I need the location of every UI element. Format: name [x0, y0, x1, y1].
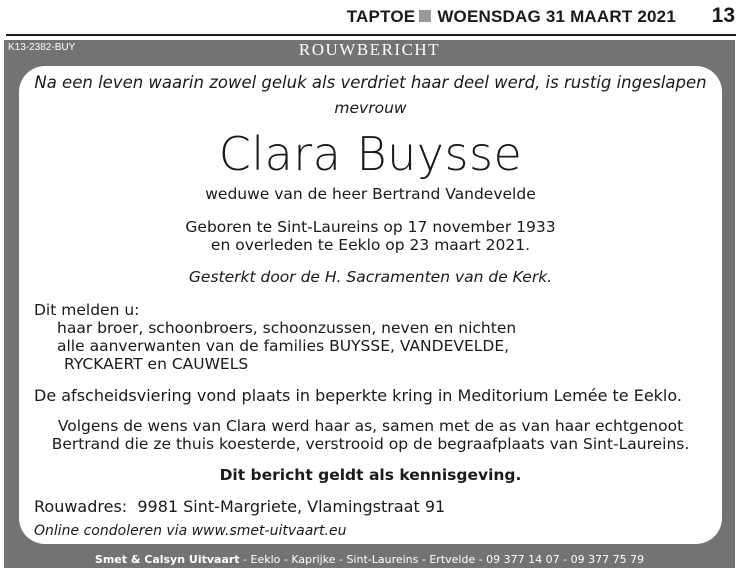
undertaker-footer — [4, 553, 735, 566]
square-bullet-icon — [419, 10, 431, 22]
announcer-line: haar broer, schoonbroers, schoonzussen, neven en nichten — [57, 319, 517, 337]
newspaper-header — [0, 0, 742, 36]
wish-line: Volgens de wens van Clara werd haar as, samen met de as van haar echtgenoot — [57, 417, 684, 435]
ad-code: K13-2382-BUY — [8, 42, 76, 53]
intro-mevrouw: mevrouw — [334, 99, 407, 117]
widow-line: weduwe van de heer Bertrand Vandevelde — [205, 185, 536, 203]
address-line — [34, 497, 445, 516]
condolence-line: Online condoleren via www.smet-uitvaart.eu — [34, 523, 347, 539]
address-label: Rouwadres: — [34, 497, 128, 516]
wish-line: Bertrand die ze thuis koesterde, verstrooid op de begraafplaats van Sint-Laureins. — [51, 435, 690, 453]
announcer-line: alle aanverwanten van de families BUYSSE, VANDEVELDE, — [57, 337, 510, 355]
announcer-line: RYCKAERT en CAUWELS — [64, 355, 249, 373]
obituary-frame — [4, 40, 735, 568]
intro-line: Na een leven waarin zowel geluk als verdriet haar deel werd, is rustig ingeslapen — [34, 73, 707, 92]
undertaker-details: - Eeklo - Kaprijke - Sint-Laureins - Ertvelde - 09 377 14 07 - 09 377 75 79 — [239, 553, 645, 566]
notice-label: ROUWBERICHT — [298, 40, 441, 59]
sacrament-line: Gesterkt door de H. Sacramenten van de Kerk. — [188, 268, 553, 286]
header-rule — [6, 34, 736, 36]
notice-line: Dit bericht geldt als kennisgeving. — [219, 466, 522, 484]
publication-name: TAPTOE — [346, 7, 416, 26]
address-value: 9981 Sint-Margriete, Vlamingstraat 91 — [137, 497, 446, 516]
ceremony-line: De afscheidsviering vond plaats in beperkte kring in Meditorium Lemée te Eeklo. — [34, 386, 682, 405]
announcers-title: Dit melden u: — [34, 301, 140, 319]
masthead — [347, 7, 676, 27]
page-number: 13 — [711, 4, 735, 27]
undertaker-name: Smet & Calsyn Uitvaart — [94, 553, 240, 566]
obituary-panel — [19, 66, 722, 544]
deceased-name: Clara Buysse — [218, 127, 523, 181]
died-line: en overleden te Eeklo op 23 maart 2021. — [210, 236, 531, 254]
publication-date: WOENSDAG 31 MAART 2021 — [437, 7, 676, 26]
born-line: Geboren te Sint-Laureins op 17 november 1933 — [185, 218, 556, 236]
